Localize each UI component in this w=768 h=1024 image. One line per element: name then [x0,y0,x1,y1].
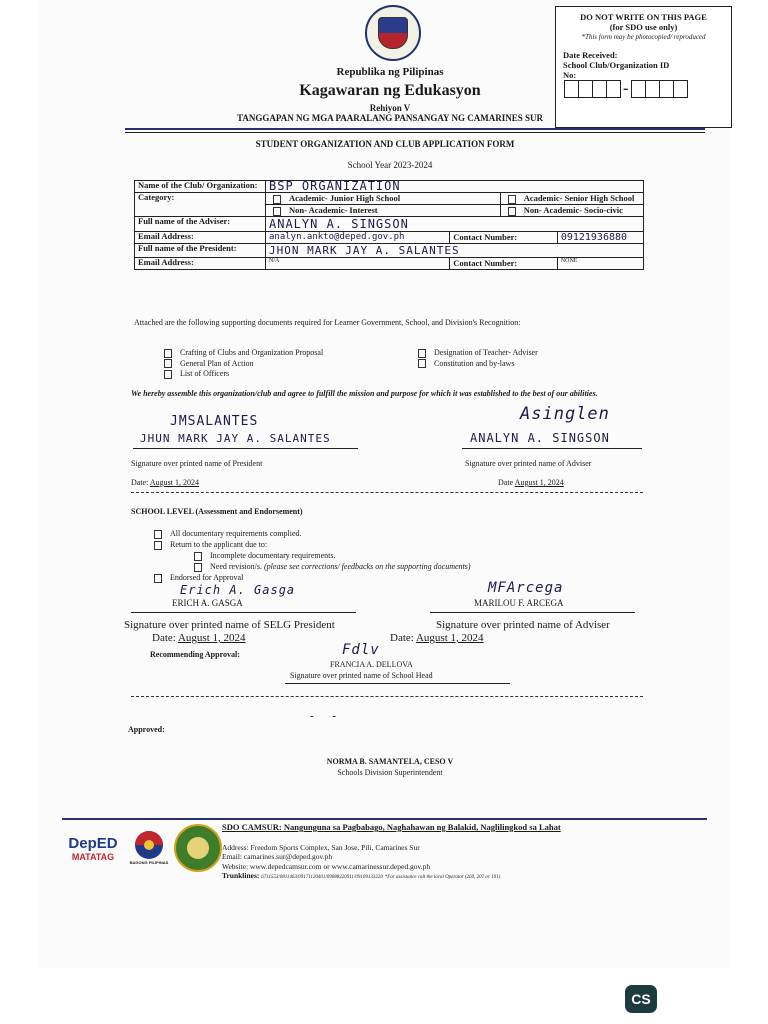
adviser2-sign-line [430,612,635,613]
president-printed-name: JHUN MARK JAY A. SALANTES [140,432,331,445]
sdo-camsur-seal-icon [174,824,222,872]
adviser-printed-name: ANALYN A. SINGSON [470,431,610,445]
head-printed-name: FRANCIA A. DELLOVA [330,660,413,669]
adviser2-printed-name: MARILOU F. ARCEGA [474,598,564,608]
selg-date [152,632,246,644]
trunk-label: Trunklines: [222,870,260,880]
checkbox-icon [194,552,202,561]
sdo-box-note: *This form may be photocopied/ reproduced [581,33,706,41]
id-box [673,80,688,98]
adviser2-date [390,632,484,644]
date-received-label: Date Received: [563,50,618,60]
item-revision: Need revision/s. [210,562,262,571]
date-label: Date: [152,632,176,644]
sdo-use-box [555,6,732,128]
department-title: Kagawaran ng Edukasyon [299,82,481,99]
adviser-label: Full name of the Adviser: [135,217,266,232]
head-signature: Fdlv [342,642,380,658]
club-id-label: School Club/Organization ID [563,60,670,70]
item-incomplete: Incomplete documentary requirements. [210,551,336,560]
category-nonacad-socio: Non- Academic- Socio-civic [523,205,623,215]
club-name-label: Name of the Club/ Organization: [135,181,266,193]
checkbox-icon [194,563,202,572]
section-divider-2 [131,696,643,697]
president-email-value: N/A [266,258,450,270]
bagong-pilipinas-icon [133,830,165,860]
president-signature: JMSALANTES [170,414,259,429]
head-sign-line [285,683,510,684]
president-date [131,478,199,487]
checkbox-icon [273,195,281,204]
school-level-heading: SCHOOL LEVEL (Assessment and Endorsement) [131,507,303,516]
deped-seal-icon [365,5,421,61]
adviser-sign-line [462,448,642,449]
selg-printed-name: ERICH A. GASGA [172,598,243,608]
checkbox-icon [418,349,426,358]
date-value: August 1, 2024 [149,478,200,487]
adviser-email-label: Email Address: [135,232,266,244]
id-box [578,80,593,98]
header-rule-thin [125,132,705,133]
president-contact-value: NONE [557,258,643,270]
deped-matatag-logo [66,828,120,868]
bagong-pilipinas-logo [128,826,170,868]
checkbox-icon [164,349,172,358]
item-complied: All documentary requirements complied. [170,529,302,538]
docs-list-left [160,348,323,380]
assembly-statement: We hereby assemble this organization/club and agree to fulfill the mission and purpose for which it was established to the best of our abilities. [131,389,598,398]
adviser-contact-value: 09121936880 [557,232,643,244]
item-return: Return to the applicant due to: [170,540,268,549]
footer-contact [222,843,692,882]
stray-marks: - - [310,710,345,722]
camscanner-badge-icon: CS [625,985,657,1013]
selg-caption: Signature over printed name of SELG President [124,619,335,631]
date-label: Date: [390,632,414,644]
footer-motto: SDO CAMSUR: Nangunguna sa Pagbabago, Naghahawan ng Balakid, Naglilingkod sa Lahat [222,822,561,832]
id-box [645,80,660,98]
checkbox-icon [154,574,162,583]
deped-logo-text: DepED [68,834,118,852]
president-contact-label: Contact Number: [450,258,558,270]
doc-constitution: Constitution and by-laws [434,358,515,368]
footer-address: Address: Freedom Sports Complex, San Jose, Pili, Camarines Sur [222,843,420,852]
office-text: TANGGAPAN NG MGA PAARALANG PANSANGAY NG CAMARINES SUR [237,113,543,123]
club-name-value: BSP ORGANIZATION [266,181,644,193]
id-dash: - [623,80,629,98]
adviser-sign-caption: Signature over printed name of Adviser [465,459,592,468]
date-label: Date: [131,478,149,487]
region-text: Rehiyon V [369,103,411,113]
no-label: No: [563,70,577,80]
selg-signature: Erich A. Gasga [180,583,296,597]
sdo-box-subtitle: (for SDO use only) [609,22,678,32]
section-divider [131,492,643,493]
adviser-contact-label: Contact Number: [450,232,558,244]
school-year: School Year 2023-2024 [347,160,433,170]
sdo-box-title: DO NOT WRITE ON THIS PAGE [580,12,707,22]
category-label: Category: [135,193,266,217]
sds-name: NORMA B. SAMANTELA, CESO V [326,757,454,766]
form-title: STUDENT ORGANIZATION AND CLUB APPLICATION FORM [255,139,515,149]
president-sign-line [133,448,358,449]
category-nonacad-interest: Non- Academic- Interest [289,205,378,215]
adviser-email-value: analyn.ankto@deped.gov.ph [266,232,450,244]
date-value: August 1, 2024 [177,632,246,644]
trunk-note: *For assistance call the local Operator (260, 207 or 101) [384,874,501,880]
checkbox-icon [154,530,162,539]
id-box [592,80,607,98]
president-sign-caption: Signature over printed name of President [131,459,263,468]
sds-title: Schools Division Superintendent [337,768,443,777]
doc-proposal: Crafting of Clubs and Organization Proposal [180,348,324,357]
application-table [134,180,644,270]
checkbox-icon [154,541,162,550]
id-box [606,80,621,98]
category-academic-shs: Academic- Senior High School [523,193,635,203]
president-value: JHON MARK JAY A. SALANTES [266,244,644,258]
checkbox-icon [508,207,516,216]
adviser2-caption: Signature over printed name of Adviser [436,619,610,631]
adviser-value: ANALYN A. SINGSON [266,217,644,232]
footer-rule [62,818,707,820]
header-rule [125,128,705,130]
checkbox-icon [164,359,172,368]
item-endorsed: Endorsed for Approval [170,573,244,582]
adviser-signature: Asinglen [520,404,610,424]
date-value: August 1, 2024 [415,632,484,644]
id-box [631,80,646,98]
president-label: Full name of the President: [135,244,266,258]
school-level-checklist [150,528,471,583]
category-academic-jhs: Academic- Junior High School [289,193,401,203]
date-value: August 1, 2024 [514,478,564,487]
adviser2-signature: MFArcega [488,580,564,596]
attached-paragraph: Attached are the following supporting documents required for Learner Government, School, and Division's Recognition: [134,318,521,327]
checkbox-icon [508,195,516,204]
item-revision-note: (please see corrections/ feedbacks on the supporting documents) [264,562,471,571]
bagong-pilipinas-text: BAGONG PILIPINAS [129,859,169,865]
head-caption: Signature over printed name of School Head [290,671,433,680]
docs-list-right [414,348,538,369]
trunk-numbers: 6711553/0811463/09171120401/09088220911/09109133220 [261,874,383,880]
checkbox-icon [418,359,426,368]
checkbox-icon [273,207,281,216]
id-box [659,80,674,98]
republic-text: Republika ng Pilipinas [336,66,444,78]
id-box [564,80,579,98]
approved-label: Approved: [128,725,165,734]
selg-sign-line [131,612,356,613]
footer-trunklines [222,871,692,882]
date-label: Date [498,478,514,487]
recommending-label: Recommending Approval: [150,650,240,659]
doc-officers: List of Officers [180,369,230,378]
matatag-logo-text: MATATAG [71,851,115,862]
checkbox-icon [164,370,172,379]
doc-designation: Designation of Teacher- Adviser [434,348,538,357]
footer-email: Email: camarines.sur@deped.gov.ph [222,852,333,862]
id-number-boxes [564,80,731,98]
doc-plan: General Plan of Action [180,358,254,368]
adviser-date [498,478,564,487]
president-email-label: Email Address: [135,258,266,270]
footer-website: Website: www.depedcamsur.com or www.camarinessur.deped.gov.ph [222,861,431,871]
